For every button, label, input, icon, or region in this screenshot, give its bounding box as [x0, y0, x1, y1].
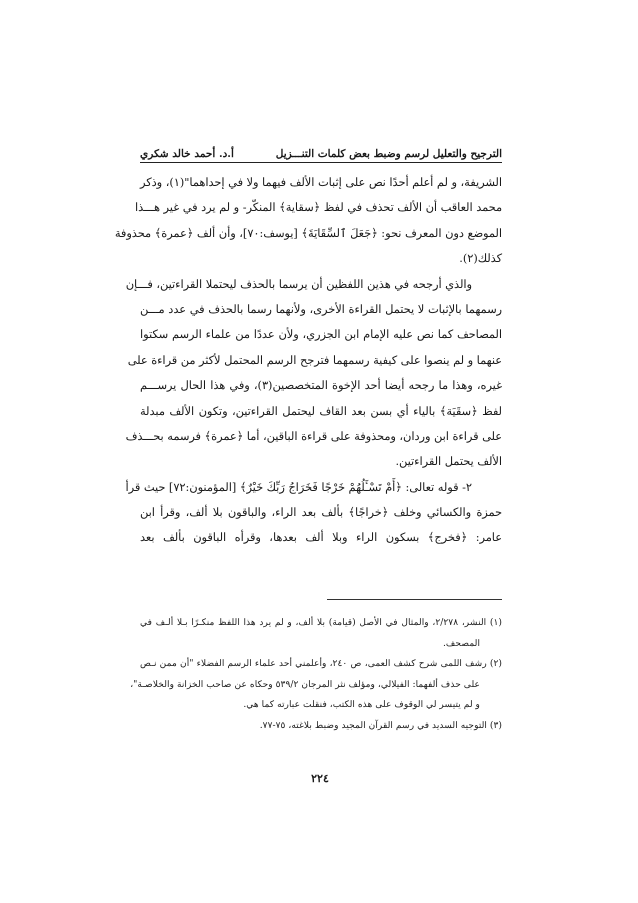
body-line: الألف يحتمل القراءتين.	[395, 455, 502, 469]
footnote-line: على حذف ألفهما: الفيلالي، ومؤلف نثر المرجان ٥٣٩/٢ وحكاه عن صاحب الخزانة والخلاصـة"،	[130, 678, 480, 690]
header-rule	[140, 162, 502, 163]
footnote-line: المصحف.	[443, 637, 480, 649]
header-author: أ.د. أحمد خالد شكري	[140, 148, 234, 160]
body-line: محمد العاقب أن الألف تحذف في لفظ ﴿سقاية﴾ المنكّر- و لم يرد في غير هـــذا	[135, 201, 502, 215]
body-line: غيره، وهذا ما رجحه أيضا أحد الإخوة المتخصصين(٣)، وفي هذا الحال يرســـم	[140, 379, 502, 393]
footnote-line: (٣) التوجيه السديد في رسم القرآن المجيد وضبط بلاغته، ٧٥-٧٧.	[259, 719, 502, 731]
body-line: والذي أرجحه في هذين اللفظين أن يرسما بالحذف ليحتملا القراءتين، فـــإن	[125, 277, 472, 291]
page-number: ٢٢٤	[311, 772, 329, 785]
body-line: حمزة والكسائي وخلف ﴿خراجًا﴾ بألف بعد الراء، والباقون بلا ألف، وقرأ ابن	[140, 506, 502, 520]
body-line: لفظ ﴿سقَيَة﴾ بالياء أي بسن بعد القاف ليحتمل القراءتين، وتكون الألف مبدلة	[140, 404, 502, 418]
body-line: المصاحف كما نص عليه الإمام ابن الجزري، ولأن عددًا من علماء الرسم سكتوا	[140, 328, 502, 342]
footnotes	[130, 613, 503, 736]
footnote-separator	[327, 599, 502, 600]
body-line: عنهما و لم ينصوا على كيفية رسمهما فترجح الرسم المحتمل لأكثر من قراءة على	[127, 353, 502, 367]
footnote-line: (١) النشر، ٢/٢٧٨، والمثال في الأصل (قيامة) بلا ألف، و لم يرد هذا اللفظ منكـرًا بـلا ألـف في	[140, 617, 502, 628]
body-line: على قراءة ابن وردان، ومحذوفة على قراءة الباقين، أما ﴿عمرة﴾ فرسمه بحـــذف	[125, 429, 502, 443]
footnote-line: و لم يتيسر لي الوقوف على هذه الكتب، فنقلت عبارته كما هي.	[243, 699, 480, 710]
body-text	[114, 170, 502, 551]
body-line: كذلك(٢).	[459, 252, 502, 266]
body-line: ٢- قوله تعالى: ﴿أَمْ تَسْـَٔلُهُمْ خَرْجًا فَخَرَاجُ رَبِّكَ خَيْرٌ﴾ [المؤمنون:٧٢] حيث قرأ	[125, 480, 472, 494]
running-header	[140, 140, 502, 160]
body-line: الشريفة، و لم أعلم أحدًا نص على إثبات الألف فيهما ولا في إحداهما"(١)، وذكر	[140, 176, 502, 189]
header-title: الترجيح والتعليل لرسم وضبط بعض كلمات التنـــزيل	[275, 148, 502, 160]
body-line: رسمهما بالإثبات لا يحتمل القراءة الأخرى، ولأنهما رسما بالحذف في عدد مـــن	[140, 302, 502, 316]
body-line: الموضع دون المعرف نحو: ﴿جَعَلَ ٱلسِّقَايَةَ﴾ [يوسف:٧٠]، وأن ألف ﴿عمرة﴾ محذوفة	[114, 226, 502, 240]
footnote-line: (٢) رشف اللمى شرح كشف العمى، ص ٢٤٠، وأعلمني أحد علماء الرسم الفضلاء "أن ممن نـص	[140, 658, 503, 669]
body-line: عامر: ﴿فخرج﴾ بسكون الراء وبلا ألف بعدها، وقرأه الباقون بألف بعد	[140, 531, 502, 545]
